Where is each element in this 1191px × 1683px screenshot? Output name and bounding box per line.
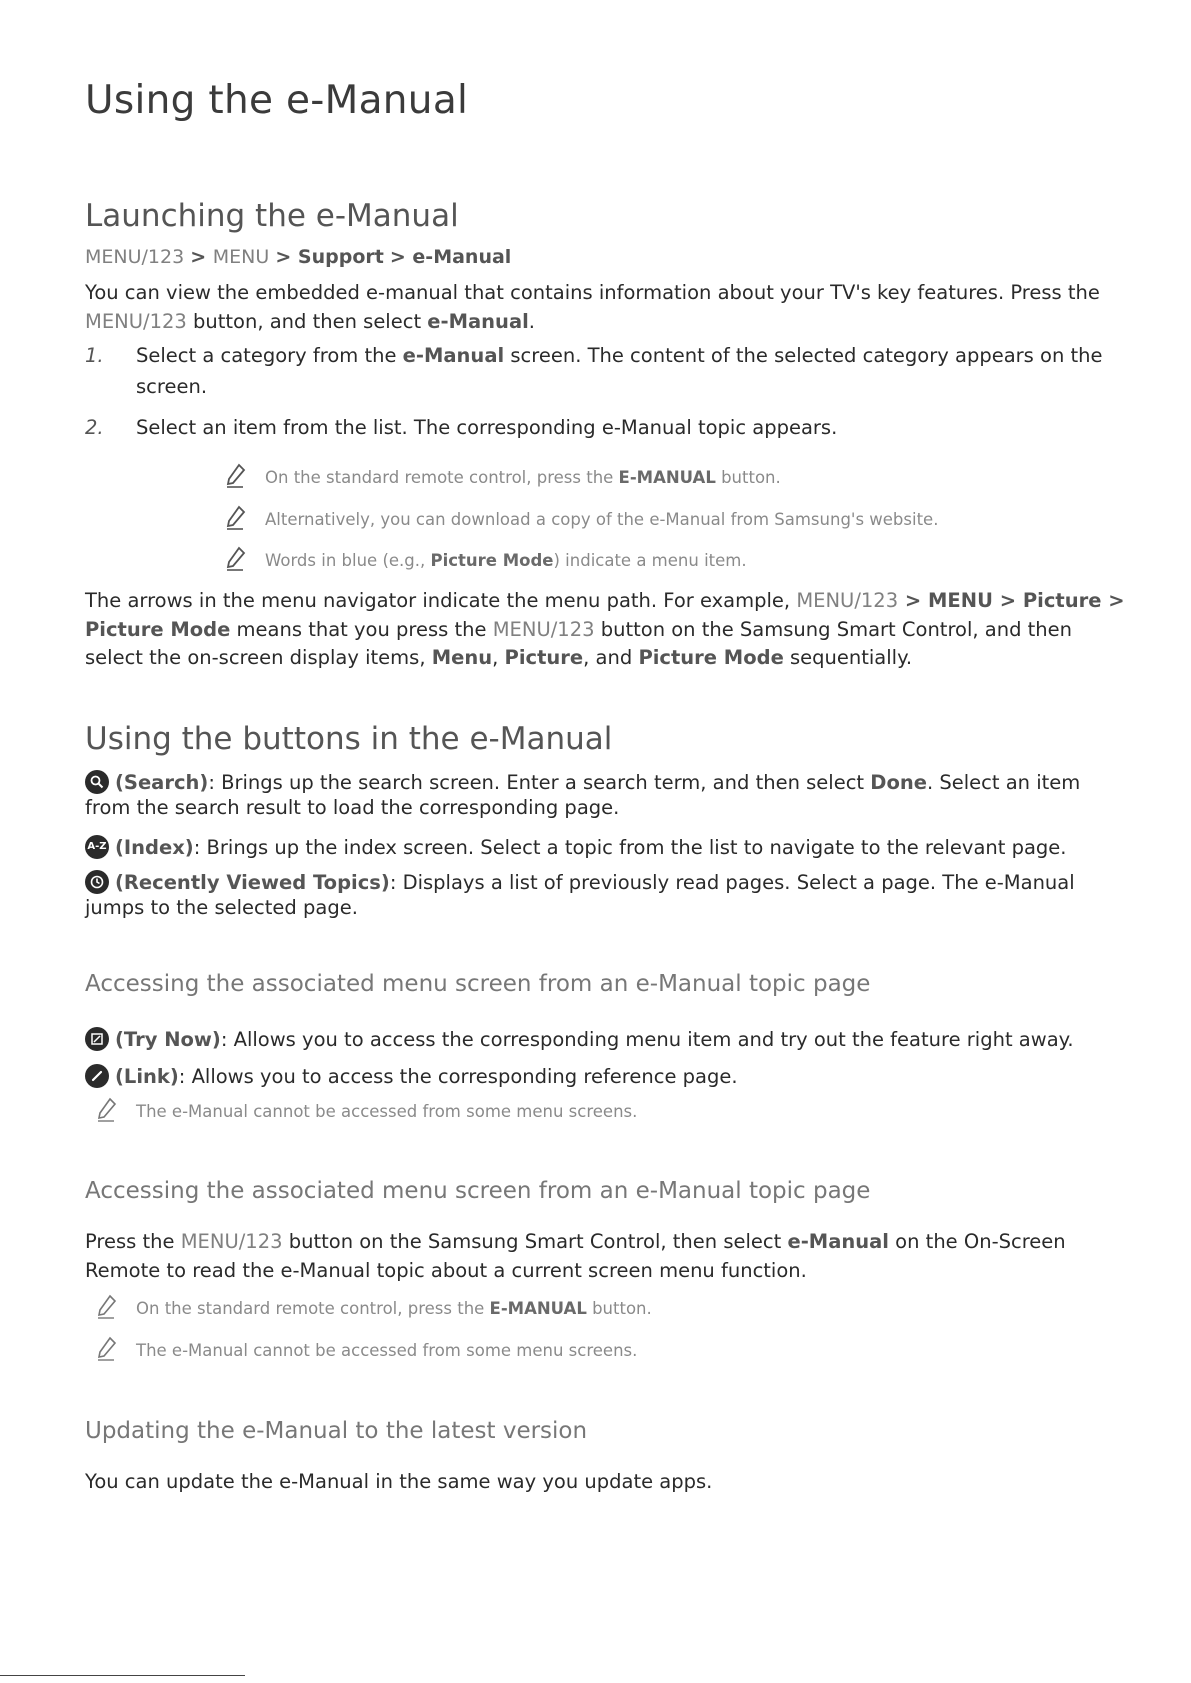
pencil-note-icon — [225, 463, 247, 489]
pencil-note-icon — [96, 1336, 118, 1362]
pencil-note-icon — [96, 1097, 118, 1123]
pencil-note-icon — [225, 505, 247, 531]
arrows-explanation: The arrows in the menu navigator indicate the menu path. For example, MENU/123 > MENU > Picture > Picture Mode means that you press the MENU/123 button on the Samsung Smart Control, and then select the on-screen display items, Menu, Picture, and Picture Mode sequentially. — [85, 589, 1125, 669]
emanual-ref: e-Manual — [427, 309, 529, 333]
search-item: (Search): Brings up the search screen. Enter a search term, and then select Done. Select an item from the search result to load the corresponding page. — [85, 771, 1081, 819]
access2-text: Press the MENU/123 button on the Samsung Smart Control, then select e-Manual on the On-Screen Remote to read the e-Manual topic about a current screen menu function. — [85, 1230, 1066, 1282]
pencil-note-icon — [225, 546, 247, 572]
recent-item: (Recently Viewed Topics): Displays a list of previously read pages. Select a page. The e-Manual jumps to the selected page. — [85, 871, 1075, 919]
note-not-accessible-2: The e-Manual cannot be accessed from some menu screens. — [136, 1340, 637, 1362]
menu-button-ref: MENU/123 — [85, 309, 187, 333]
updating-text: You can update the e-Manual in the same way you update apps. — [85, 1470, 713, 1493]
try-now-icon — [85, 1027, 109, 1051]
updating-heading: Updating the e-Manual to the latest version — [85, 1418, 588, 1444]
index-item: A-Z (Index): Brings up the index screen. Select a topic from the list to navigate to the relevant page. — [85, 835, 1125, 860]
chevron-right-icon: > — [190, 246, 213, 268]
link-item: (Link): Allows you to access the corresponding reference page. — [85, 1064, 1125, 1089]
menu-path — [85, 244, 1125, 270]
access-heading-1: Accessing the associated menu screen from an e-Manual topic page — [85, 971, 871, 997]
launching-intro: You can view the embedded e-manual that contains information about your TV's key features. Press the MENU/123 button, and then select e-Manual. — [85, 281, 1100, 333]
note-not-accessible-1: The e-Manual cannot be accessed from some menu screens. — [136, 1101, 637, 1123]
chevron-right-icon: > — [275, 246, 298, 268]
note-download: Alternatively, you can download a copy of the e-Manual from Samsung's website. — [265, 509, 938, 531]
path-menu: MENU — [212, 246, 270, 268]
footer-rule — [0, 1675, 245, 1676]
index-icon: A-Z — [85, 835, 109, 859]
path-emanual: e-Manual — [412, 246, 512, 268]
note-emanual-button-2: On the standard remote control, press the E-MANUAL button. — [136, 1298, 652, 1320]
access-heading-2: Accessing the associated menu screen from an e-Manual topic page — [85, 1178, 871, 1204]
page-title: Using the e-Manual — [85, 78, 469, 123]
path-support: Support — [297, 246, 384, 268]
launching-heading: Launching the e-Manual — [85, 198, 459, 234]
chevron-right-icon: > — [389, 246, 413, 268]
pencil-note-icon — [96, 1294, 118, 1320]
try-now-item: (Try Now): Allows you to access the corresponding menu item and try out the feature right away. — [85, 1027, 1125, 1052]
recent-icon — [85, 870, 109, 894]
search-icon — [85, 770, 109, 794]
note-emanual-button: On the standard remote control, press the E-MANUAL button. — [265, 467, 781, 489]
buttons-heading: Using the buttons in the e-Manual — [85, 721, 613, 757]
path-menu123: MENU/123 — [85, 246, 185, 268]
note-words-blue: Words in blue (e.g., Picture Mode) indicate a menu item. — [265, 550, 747, 572]
link-icon — [85, 1064, 109, 1088]
